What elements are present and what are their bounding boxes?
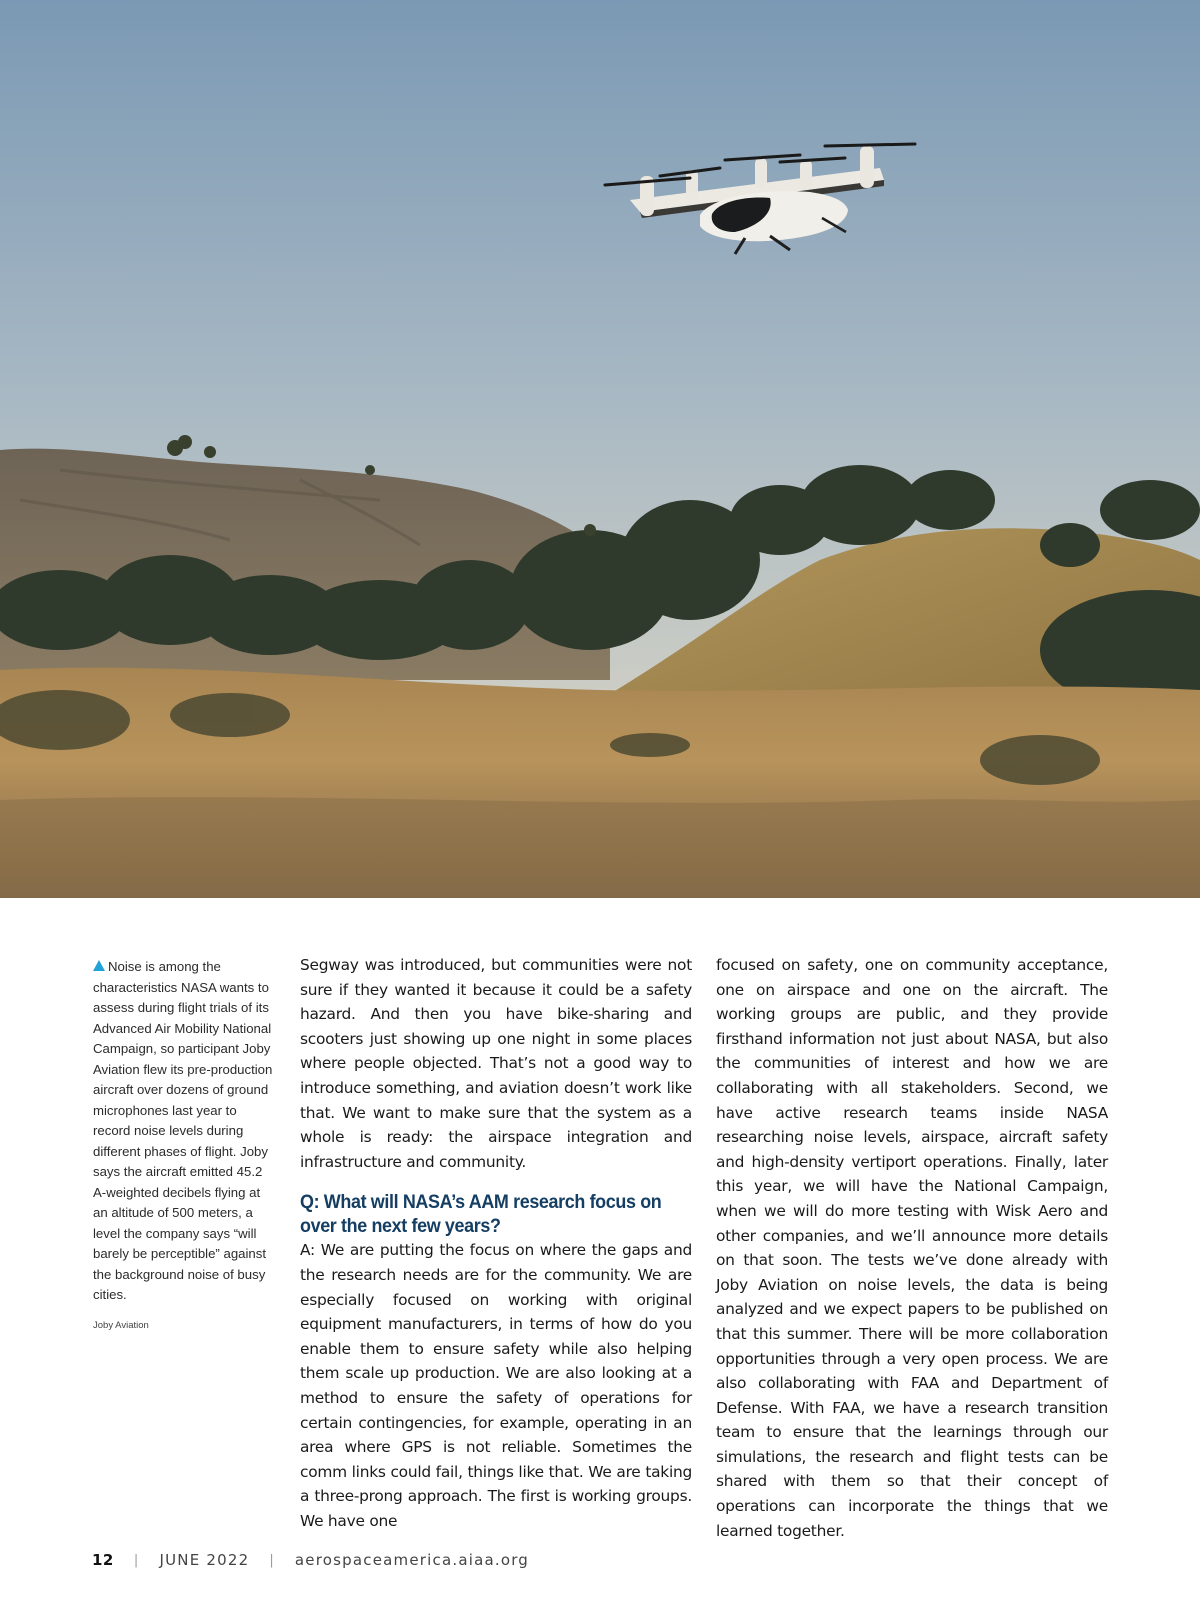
paragraph: A: We are putting the focus on where the gaps and the research needs are for the community. We are especially focused on working with original equipment manufacturers, in terms of how do you enable them to ensure safety while also helping them scale up production. We are also looking at a method to ensure the safety of operations for certain contingencies, for example, operating in an area where GPS is not reliable. Sometimes the comm links could fail, things like that. We are taking a three-prong approach. The first is working groups. We have one [300, 1241, 692, 1530]
paragraph: focused on safety, one on community acceptance, one on airspace and one on the aircraft. The working groups are public, and they provide firsthand information not just about NASA, but also the communities of interest and how we are collaborating with all stakeholders. Second, we have active research teams inside NASA researching noise levels, airspace, aircraft safety and high-density vertiport operations. Finally, later this year, we will have the National Campaign, when we will do more testing with Wisk Aero and other companies, and we’ll announce more details on that soon. The tests we’ve done already with Joby Aviation on noise levels, the data is being analyzed and we expect papers to be published on that this summer. There will be more collaboration opportunities through a very open process. We are also collaborating with FAA and Department of Defense. With FAA, we have a research transition team to ensure that the learnings through our simulations, the research and flight tests can be shared with them so that their concept of operations can incorporate the things that we learned together. [716, 956, 1108, 1540]
article-column-2 [716, 953, 1108, 1543]
site-url: aerospaceamerica.aiaa.org [294, 1551, 530, 1569]
caption-text: Noise is among the characteristics NASA wants to assess during flight trials of its Advanced Air Mobility National Campaign, so participant Joby Aviation flew its pre-production aircraft over dozens of ground microphones last year to record noise levels during different phases of flight. Joby says the aircraft emitted 45.2 A-weighted decibels flying at an altitude of 500 meters, a level the company says “will barely be perceptible” against the background noise of busy cities. [93, 959, 273, 1302]
photo-credit: Joby Aviation [93, 1319, 149, 1331]
question-heading: Q: What will NASA’s AAM research focus on over the next few years? [300, 1191, 662, 1238]
issue-date: JUNE 2022 [159, 1551, 250, 1569]
caption-triangle-icon [93, 960, 105, 971]
footer-separator: | [133, 1552, 140, 1568]
page-number: 12 [92, 1551, 114, 1569]
photo-caption [93, 957, 275, 1332]
article-column-1 [300, 953, 692, 1533]
paragraph: Segway was introduced, but communities were not sure if they wanted it because it could be a safety hazard. And then you have bike-sharing and scooters just showing up one night in some places where people objected. That’s not a good way to introduce something, and aviation doesn’t work like that. We want to make sure that the system as a whole is ready: the airspace integration and infrastructure and community. [300, 956, 692, 1171]
page-footer [92, 1551, 529, 1569]
footer-separator: | [269, 1552, 275, 1568]
